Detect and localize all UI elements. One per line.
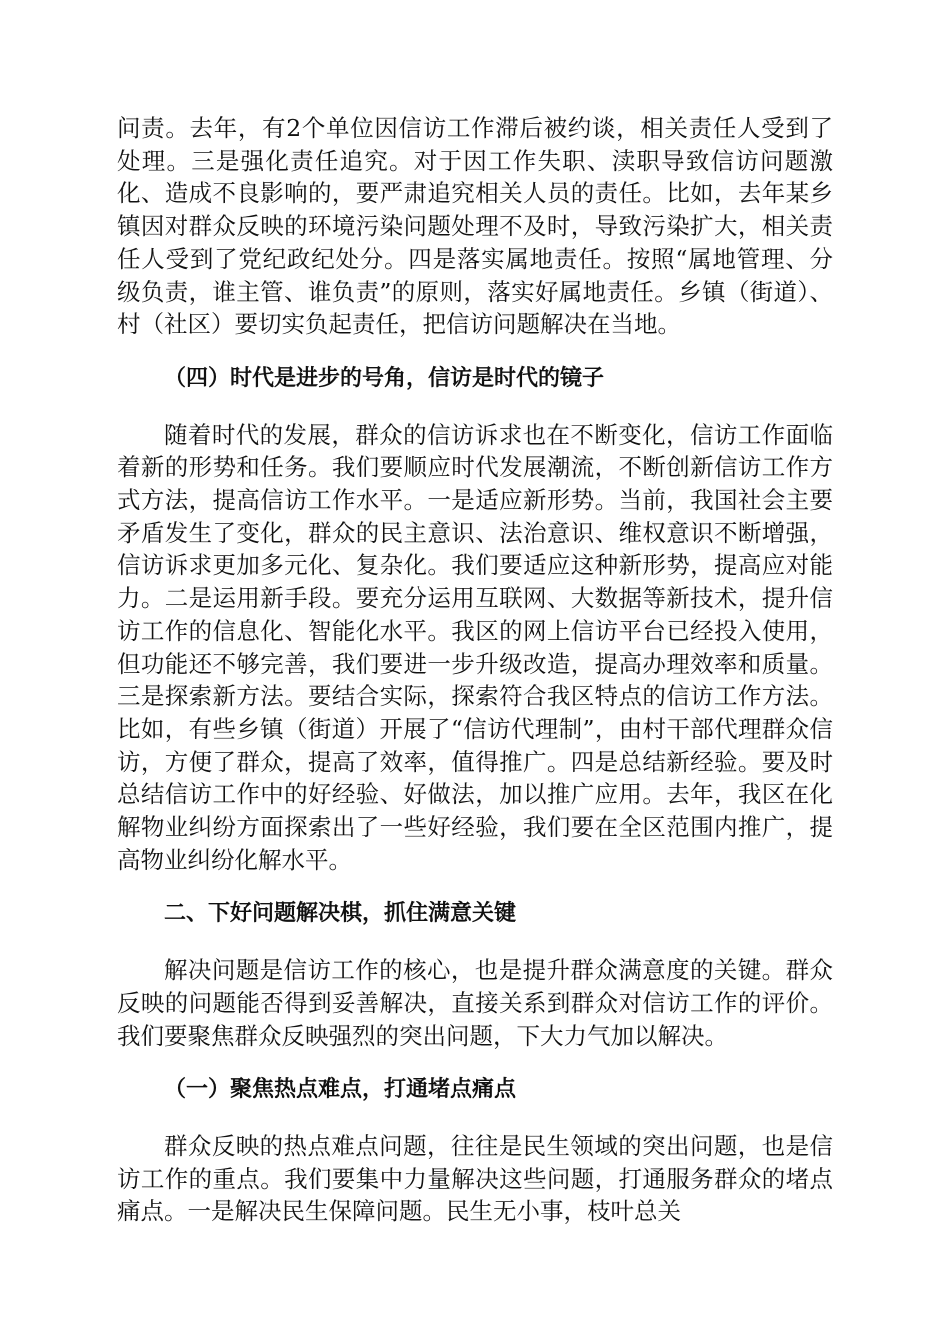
paragraph-problem-solving: 解决问题是信访工作的核心，也是提升群众满意度的关键。群众反映的问题能否得到妥善解决，直接关系到群众对信访工作的评价。我们要聚焦群众反映强烈的突出问题，下大力气加以解决。 xyxy=(117,956,833,1050)
spacer xyxy=(117,396,833,419)
heading-hotspots: （一）聚焦热点难点，打通堵点痛点 xyxy=(164,1077,517,1103)
spacer xyxy=(117,1107,833,1130)
heading-section-two: 二、下好问题解决棋，抓住满意关键 xyxy=(164,901,517,927)
heading-era-mirror: （四）时代是进步的号角，信访是时代的镜子 xyxy=(164,365,605,391)
paragraph-accountability: 问责。去年，有2个单位因信访工作滞后被约谈，相关责任人受到了处理。三是强化责任追究。对于因工作失职、渎职导致信访问题激化、造成不良影响的，要严肃追究相关人员的责任。比如，去年某乡镇因对群众反映的环境污染问题处理不及时，导致污染扩大，相关责任人受到了党纪政纪处分。四是落实属地责任。按照“属地管理、分级负责，谁主管、谁负责”的原则，落实好属地责任。乡镇（街道）、村（社区）要切实负起责任，把信访问题解决在当地。 xyxy=(117,114,833,339)
spacer xyxy=(117,931,833,954)
paragraph-era-development: 随着时代的发展，群众的信访诉求也在不断变化，信访工作面临着新的形势和任务。我们要顺应时代发展潮流，不断创新信访工作方式方法，提高信访工作水平。一是适应新形势。当前，我国社会主要矛盾发生了变化，群众的民主意识、法治意识、维权意识不断增强，信访诉求更加多元化、复杂化。我们要适应这种新形势，提高应对能力。二是运用新手段。要充分运用互联网、大数据等新技术，提升信访工作的信息化、智能化水平。我区的网上信访平台已经投入使用，但功能还不够完善，我们要进一步升级改造，提高办理效率和质量。三是探索新方法。要结合实际，探索符合我区特点的信访工作方法。比如，有些乡镇（街道）开展了“信访代理制”，由村干部代理群众信访，方便了群众，提高了效率，值得推广。四是总结新经验。要及时总结信访工作中的好经验、好做法，加以推广应用。去年，我区在化解物业纠纷方面探索出了一些好经验，我们要在全区范围内推广，提高物业纠纷化解水平。 xyxy=(117,420,833,874)
paragraph-hotspots: 群众反映的热点难点问题，往往是民生领域的突出问题，也是信访工作的重点。我们要集中力量解决这些问题，打通服务群众的堵点痛点。一是解决民生保障问题。民生无小事，枝叶总关 xyxy=(117,1131,833,1226)
spacer xyxy=(117,1052,833,1074)
spacer xyxy=(117,341,833,363)
spacer xyxy=(117,876,833,898)
document-page xyxy=(117,112,833,1228)
